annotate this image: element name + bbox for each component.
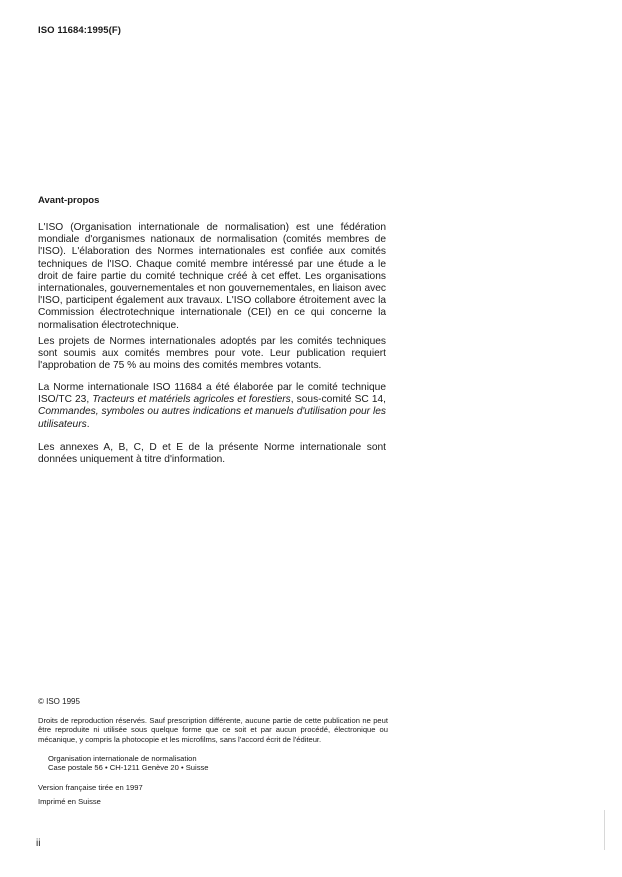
copyright-notice: © ISO 1995: [38, 697, 80, 706]
publisher-postal-address: Case postale 56 • CH-1211 Genève 20 • Suisse: [48, 763, 209, 773]
p3-text-mid: , sous-comité SC 14,: [290, 394, 386, 406]
rights-statement: Droits de reproduction réservés. Sauf prescription différente, aucune partie de cette publication ne peut être reproduite ni utilisée sous quelque forme que ce soit et par aucun procédé, électronique ou mécanique, y compris la photocopie et les microfilms, sans l'accord écrit de l'éditeur.: [38, 716, 388, 744]
page-number: ii: [36, 838, 41, 849]
p3-text-start: La Norme internationale ISO 11684 a été élaborée par le comité technique ISO/TC 23,: [38, 382, 386, 406]
p3-subcommittee-title: Commandes, symboles ou autres indications et manuels d'utilisation pour les utilisateurs: [38, 406, 386, 430]
version-note: Version française tirée en 1997: [38, 783, 143, 792]
foreword-paragraph-3: [38, 382, 386, 431]
document-id-header: ISO 11684:1995(F): [38, 25, 122, 36]
publisher-address: [48, 754, 398, 773]
p3-committee-title: Tracteurs et matériels agricoles et forestiers: [92, 394, 291, 406]
foreword-paragraph-1: L'ISO (Organisation internationale de normalisation) est une fédération mondiale d'organismes nationaux de normalisation (comités membres de l'ISO). L'élaboration des Normes internationales est confiée aux comités techniques de l'ISO. Chaque comité membre intéressé par une étude a le droit de faire partie du comité technique créé à cet effet. Les organisations internationales, gouvernementales et non gouvernementales, en liaison avec l'ISO, participent également aux travaux. L'ISO collabore étroitement avec la Commission électrotechnique internationale (CEI) en ce qui concerne la normalisation électrotechnique.: [38, 222, 386, 331]
p3-text-end: .: [86, 418, 90, 430]
scan-edge-mark: [604, 810, 605, 850]
foreword-paragraph-4: Les annexes A, B, C, D et E de la présente Norme internationale sont données uniquement à titre d'information.: [38, 442, 386, 466]
printed-in: Imprimé en Suisse: [38, 797, 101, 806]
foreword-title: Avant-propos: [38, 195, 100, 206]
publisher-org: Organisation internationale de normalisation: [48, 754, 197, 763]
foreword-paragraph-2: Les projets de Normes internationales adoptés par les comités techniques sont soumis aux comités membres pour vote. Leur publication requiert l'approbation de 75 % au moins des comités membres votants.: [38, 336, 386, 372]
